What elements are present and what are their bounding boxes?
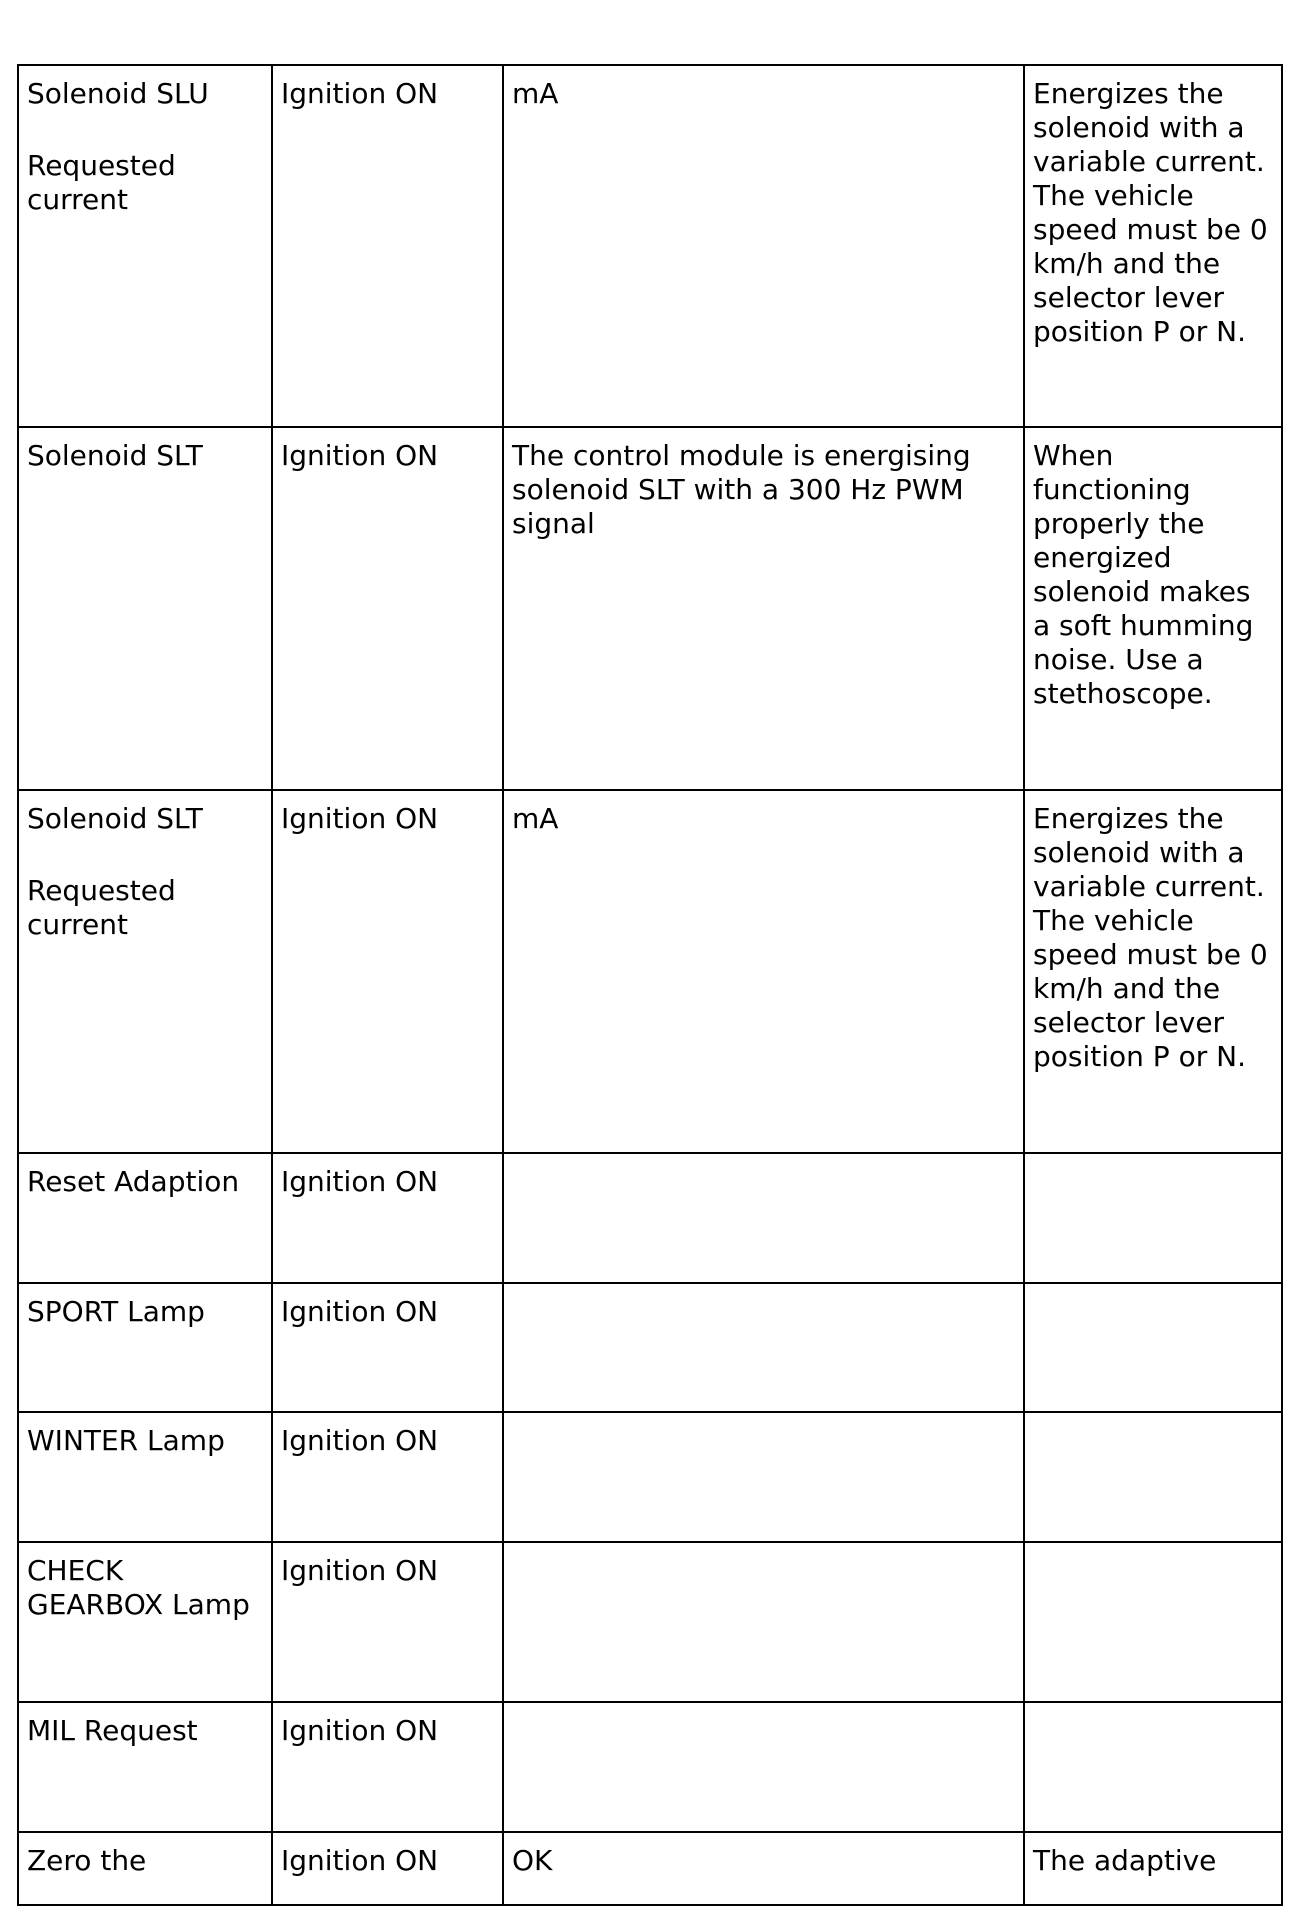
function-cell — [18, 1832, 272, 1905]
cell-text-line: MIL Request — [27, 1714, 198, 1747]
cell-text-line: solenoid with a — [1033, 111, 1245, 144]
notes-cell — [1024, 1153, 1282, 1283]
condition-cell: Ignition ON — [272, 790, 503, 1153]
cell-text-line: Solenoid SLT — [27, 802, 203, 835]
value-cell — [503, 65, 1024, 427]
table-row — [18, 790, 1282, 1153]
paragraph-gap — [27, 111, 263, 149]
notes-cell — [1024, 1702, 1282, 1832]
cell-text-line: The vehicle — [1033, 179, 1194, 212]
value-cell — [503, 1832, 1024, 1905]
cell-text-line: Reset Adaption — [27, 1165, 240, 1198]
cell-text-line: position P or N. — [1033, 315, 1246, 348]
cell-text-line: OK — [512, 1844, 553, 1877]
notes-cell — [1024, 65, 1282, 427]
cell-text-line: km/h and the — [1033, 247, 1221, 280]
condition-cell: Ignition ON — [272, 1283, 503, 1412]
function-cell — [18, 1702, 272, 1832]
value-cell — [503, 427, 1024, 790]
cell-text-line: current — [27, 183, 129, 216]
cell-text-line: Energizes the — [1033, 802, 1224, 835]
cell-text-line: The adaptive — [1033, 1844, 1217, 1877]
cell-text-line: selector lever — [1033, 281, 1225, 314]
value-cell — [503, 790, 1024, 1153]
table-row — [18, 1702, 1282, 1832]
function-cell — [18, 1153, 272, 1283]
function-cell — [18, 427, 272, 790]
value-cell — [503, 1412, 1024, 1542]
cell-text-line: Solenoid SLT — [27, 439, 203, 472]
table-row — [18, 1832, 1282, 1905]
function-cell — [18, 65, 272, 427]
notes-cell — [1024, 1542, 1282, 1702]
cell-text-line: When — [1033, 439, 1114, 472]
function-cell — [18, 1412, 272, 1542]
cell-text-line: Requested — [27, 874, 176, 907]
test-procedure-table — [17, 64, 1283, 1906]
cell-text-line: speed must be 0 — [1033, 213, 1268, 246]
cell-text-line: solenoid with a — [1033, 836, 1245, 869]
cell-text-line: noise. Use a — [1033, 643, 1204, 676]
condition-cell: Ignition ON — [272, 65, 503, 427]
function-cell — [18, 790, 272, 1153]
cell-text-line: CHECK — [27, 1554, 124, 1587]
cell-text-line: functioning — [1033, 473, 1191, 506]
notes-cell — [1024, 1832, 1282, 1905]
cell-text-line: speed must be 0 — [1033, 938, 1268, 971]
cell-text-line: solenoid makes — [1033, 575, 1251, 608]
cell-text-line: position P or N. — [1033, 1040, 1246, 1073]
value-cell — [503, 1153, 1024, 1283]
cell-text-line: mA — [512, 802, 559, 835]
cell-text-line: km/h and the — [1033, 972, 1221, 1005]
notes-cell — [1024, 427, 1282, 790]
table-row — [18, 1283, 1282, 1412]
condition-cell: Ignition ON — [272, 1702, 503, 1832]
paragraph-gap — [27, 836, 263, 874]
cell-text-line: variable current. — [1033, 145, 1265, 178]
notes-cell — [1024, 790, 1282, 1153]
table-row — [18, 427, 1282, 790]
condition-cell: Ignition ON — [272, 1153, 503, 1283]
cell-text-line: Solenoid SLU — [27, 77, 209, 110]
cell-text-line: The control module is energising — [512, 439, 971, 472]
table-row — [18, 1412, 1282, 1542]
table-row — [18, 1153, 1282, 1283]
condition-cell: Ignition ON — [272, 427, 503, 790]
cell-text-line: mA — [512, 77, 559, 110]
cell-text-line: The vehicle — [1033, 904, 1194, 937]
cell-text-line: selector lever — [1033, 1006, 1225, 1039]
function-cell — [18, 1542, 272, 1702]
cell-text-line: stethoscope. — [1033, 677, 1213, 710]
value-cell — [503, 1542, 1024, 1702]
cell-text-line: properly the — [1033, 507, 1205, 540]
table-body — [18, 65, 1282, 1905]
cell-text-line: Zero the — [27, 1844, 147, 1877]
cell-text-line: variable current. — [1033, 870, 1265, 903]
condition-cell: Ignition ON — [272, 1412, 503, 1542]
cell-text-line: Energizes the — [1033, 77, 1224, 110]
condition-cell: Ignition ON — [272, 1542, 503, 1702]
value-cell — [503, 1283, 1024, 1412]
cell-text-line: SPORT Lamp — [27, 1295, 205, 1328]
cell-text-line: current — [27, 908, 129, 941]
cell-text-line: Requested — [27, 149, 176, 182]
notes-cell — [1024, 1283, 1282, 1412]
notes-cell — [1024, 1412, 1282, 1542]
condition-cell: Ignition ON — [272, 1832, 503, 1905]
cell-text-line: a soft humming — [1033, 609, 1254, 642]
cell-text-line: GEARBOX Lamp — [27, 1588, 250, 1621]
cell-text-line: signal — [512, 507, 595, 540]
table-row — [18, 1542, 1282, 1702]
cell-text-line: WINTER Lamp — [27, 1424, 225, 1457]
table-row — [18, 65, 1282, 427]
value-cell — [503, 1702, 1024, 1832]
function-cell — [18, 1283, 272, 1412]
cell-text-line: energized — [1033, 541, 1172, 574]
cell-text-line: solenoid SLT with a 300 Hz PWM — [512, 473, 964, 506]
